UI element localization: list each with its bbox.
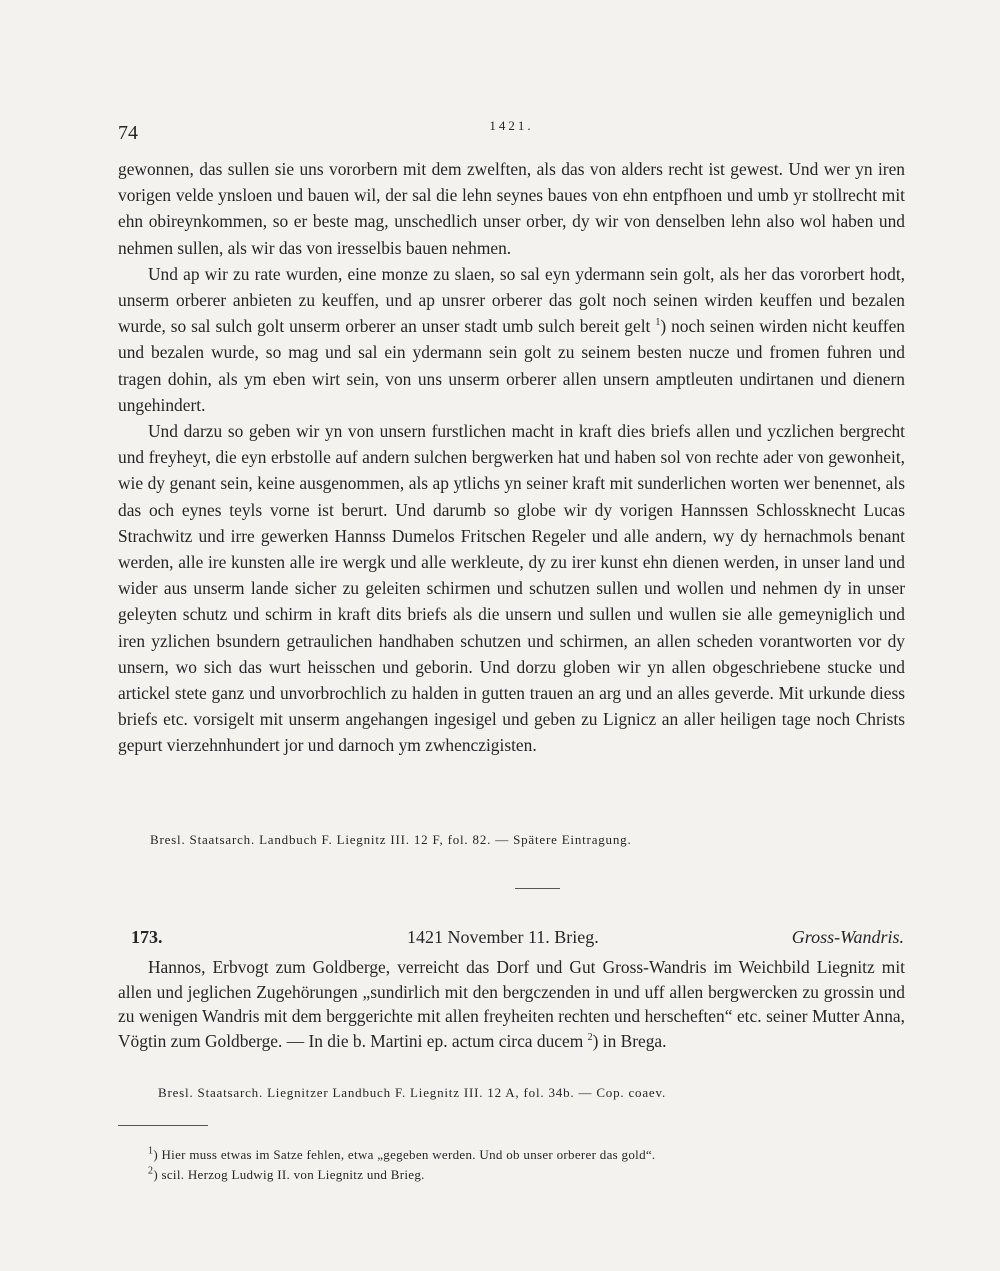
page-number: 74 — [118, 122, 138, 144]
section-separator — [515, 888, 560, 889]
page-header — [118, 116, 905, 146]
paragraph — [118, 261, 905, 418]
source-citation: Bresl. Staatsarch. Landbuch F. Liegnitz III. 12 F, fol. 82. — Spätere Eintragung. — [150, 832, 632, 847]
document-heading — [131, 927, 904, 951]
paragraph: Und darzu so geben wir yn von unsern furstlichen macht in kraft dies briefs allen und yczlichen bergrecht und freyheyt, die eyn erbstolle auf andern sulchen bergwerken hat und haben sol von rechte ader von gewonheit, wie dy genant sein, keine ausgenommen, als ap ytlichs yn seiner kraft mit sunderlichen worten wer benennet, als das och eynes teyls vorne ist berurt. Und darumb so globe wir dy vorigen Hannssen Schlossknecht Lucas Strachwitz und irre gewerken Hannss Dumelos Fritschen Regeler und alle andern, wy dy hernachmols benant werden, alle ire kunsten alle ire wergk und alle werkleute, dy zu irer kunst ehn dienen werden, in unser land und wider aus unserm lande sicher zu geleiten schirmen und schutzen sullen und wollen und nehmen dy in unser geleyten schutz und schirm in kraft dits briefs als die unsern und sullen und wullen sie alle gemeyniglich und iren yzlichen bsundern getraulichen handhaben schutzen und schirmen, an allen scheden vorantworten vor dy unsern, wo sich das wurt heisschen und geborin. Und dorzu globen wir yn allen obgeschriebene stucke und artickel stete ganz und unvorbrochlich zu halden in gutten trauen an arg und an alles geverde. Mit urkunde diess briefs etc. vorsigelt mit unserm angehangen ingesigel und geben zu Lignicz an aller heiligen tage noch Christs gepurt vierzehnhundert jor und darnoch ym zwhenczigisten. — [118, 421, 905, 756]
footnote-text: ) scil. Herzog Ludwig II. von Liegnitz und Brieg. — [153, 1167, 425, 1182]
paragraph-text: Hannos, Erbvogt zum Goldberge, verreicht das Dorf und Gut Gross-Wandris im Weichbild Liegnitz mit allen und jeglichen Zugehörungen „sundirlich mit den bergczenden in und uff allen bergwercken zu grossin und zu wenigen Wandris mit dem berggerichte mit allen freyheiten rechten und herscheften“ etc. seiner Mutter Anna, Vögtin zum Goldberge. — In die b. Martini ep. actum circa ducem — [118, 957, 905, 1051]
regest-text — [118, 955, 905, 1053]
footnote-rule — [118, 1125, 208, 1126]
footnote — [148, 1165, 656, 1185]
document-date: 1421 November 11. Brieg. — [407, 927, 599, 947]
footnote-text: ) Hier muss etwas im Satze fehlen, etwa „gegeben werden. Und ob unser orberer das gold“. — [153, 1147, 656, 1162]
footnote-mark: 1 — [655, 317, 661, 329]
footnote-mark: 2 — [587, 1031, 593, 1043]
document-number: 173. — [131, 927, 163, 947]
footnote-mark: 1 — [148, 1145, 154, 1157]
charter-text — [118, 156, 905, 759]
paragraph-text: Und ap wir zu rate wurden, eine monze zu slaen, so sal eyn ydermann sein golt, als her das vororbert hodt, unserm orberer anbieten zu keuffen, und ap unsrer orberer das golt noch seinen wirden keuffen und bezalen wurde, so sal sulch golt unserm orberer an unser stadt umb sulch bereit gelt — [118, 263, 905, 337]
footnote-mark: 2 — [148, 1165, 154, 1177]
footnote — [148, 1145, 656, 1165]
document-place: Gross-Wandris. — [791, 927, 904, 947]
running-head: 1421. — [489, 118, 534, 133]
paragraph — [118, 955, 905, 1053]
paragraph: gewonnen, das sullen sie uns vororbern mit dem zwelften, als das von alders recht ist gewest. Und wer yn iren vorigen velde ynsloen und bauen wil, der sal die lehn seynes baues von ehn entpfhoen und umb yr stollrecht mit ehn obireynkommen, so er beste mag, unschedlich unser orber, dy wir von denselben lehn also wol haben und nehmen sullen, als wir das von iresselbis bauen nehmen. — [118, 159, 905, 258]
paragraph-text: ) in Brega. — [592, 1030, 667, 1051]
paragraph-text: ) noch seinen wirden nicht keuffen und bezalen wurde, so mag und sal ein ydermann sein golt zu seinem besten nucze und fromen fuhren und tragen dohin, als ym eben wirt sein, von uns unserm orberer allen unsern amptleuten undirtanen und dienern ungehindert. — [118, 316, 905, 415]
footnotes — [148, 1145, 656, 1185]
source-citation: Bresl. Staatsarch. Liegnitzer Landbuch F. Liegnitz III. 12 A, fol. 34b. — Cop. coaev. — [158, 1085, 666, 1100]
